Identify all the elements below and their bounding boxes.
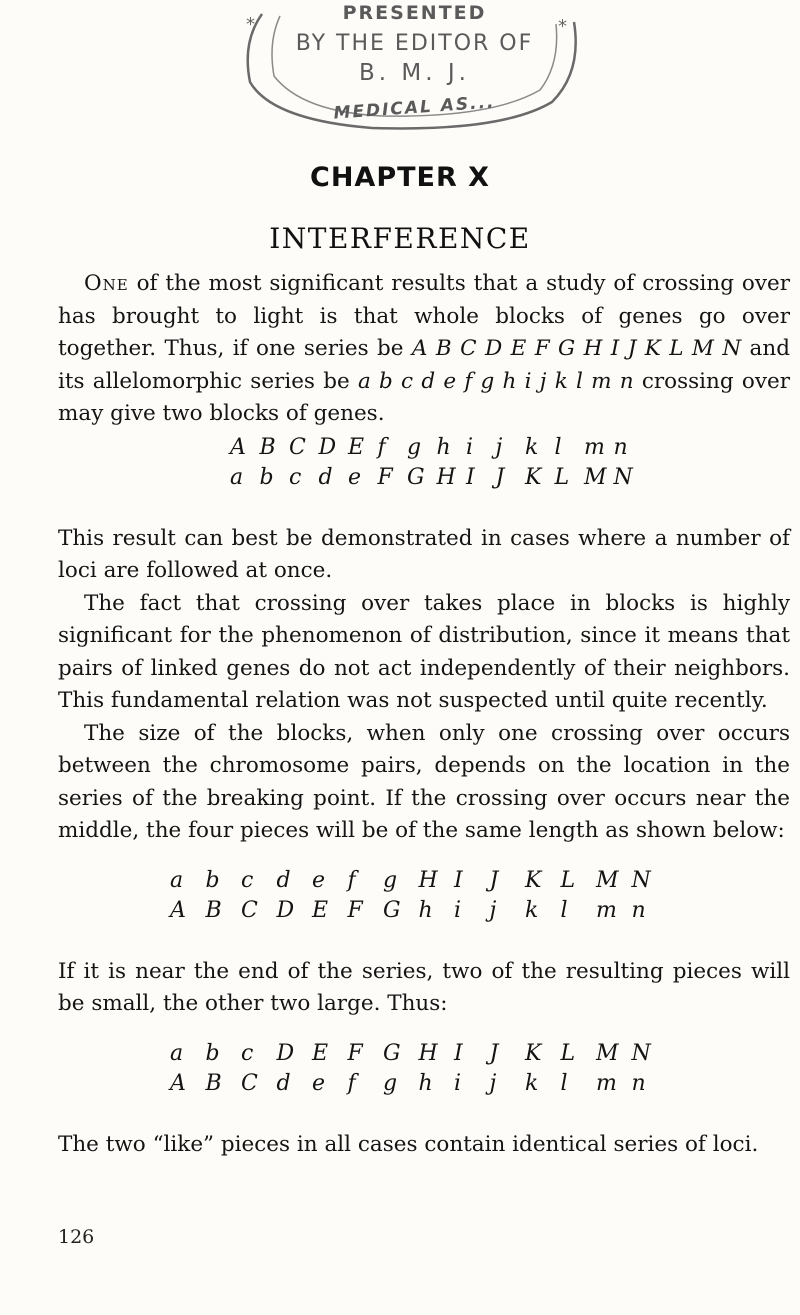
stamp-line-medical: MEDICAL AS... <box>332 92 497 124</box>
gene: E <box>348 434 365 460</box>
gene: C <box>289 434 306 460</box>
gene: J <box>495 464 505 490</box>
chapter-body <box>58 268 790 1161</box>
svg-text:*: * <box>558 16 567 37</box>
gene: l <box>560 1070 568 1096</box>
gene: D <box>318 434 337 460</box>
gene: k <box>525 897 539 923</box>
gene: j <box>489 1070 497 1096</box>
gene: J <box>489 1040 499 1066</box>
gene: B <box>205 897 222 923</box>
gene-block-3 <box>58 1039 790 1099</box>
gene: L <box>560 867 576 893</box>
chapter-label: CHAPTER X <box>310 162 490 193</box>
gene: e <box>312 1070 326 1096</box>
gene: M <box>584 464 607 490</box>
gene: b <box>259 464 274 490</box>
gene: L <box>560 1040 576 1066</box>
gene: G <box>383 897 401 923</box>
gene: F <box>377 464 393 490</box>
gene: e <box>312 867 326 893</box>
gene: j <box>489 897 497 923</box>
gene-row <box>230 463 790 493</box>
gene: i <box>454 897 462 923</box>
paragraph-5: If it is near the end of the series, two of the resulting pieces will be small, the other two large. Thus: <box>58 958 790 1016</box>
gene: C <box>241 897 258 923</box>
gene: l <box>560 897 568 923</box>
paragraph-2: This result can best be demonstrated in cases where a number of loci are followed at once. <box>58 525 790 583</box>
gene: f <box>347 867 356 893</box>
gene-block-1 <box>58 433 790 493</box>
gene: j <box>495 434 503 460</box>
gene-block-2 <box>58 866 790 926</box>
gene: d <box>276 1070 291 1096</box>
gene: b <box>205 867 220 893</box>
gene: k <box>525 1070 539 1096</box>
paragraph-4: The size of the blocks, when only one crossing over occurs between the chromosome pairs, depends on the location in the series of the breaking point. If the crossing over occurs near the middle, the four pieces will be of the same length as shown below: <box>58 720 790 843</box>
gene: h <box>418 1070 433 1096</box>
svg-text:*: * <box>246 14 255 35</box>
stamp-line-bmj: B. M. J. <box>359 60 470 86</box>
gene: c <box>241 1040 254 1066</box>
gene: L <box>554 464 570 490</box>
gene: f <box>377 434 386 460</box>
gene: B <box>259 434 276 460</box>
gene: a <box>170 867 184 893</box>
paragraph-6: The two “like” pieces in all cases contain identical series of loci. <box>58 1131 759 1157</box>
gene: h <box>436 434 451 460</box>
gene: D <box>276 897 295 923</box>
stamp-line-editor: BY THE EDITOR OF <box>295 31 534 56</box>
gene: m <box>584 434 605 460</box>
gene: N <box>613 464 633 490</box>
gene: A <box>230 434 246 460</box>
paragraph-1-text-b: and its allelomorphic series be <box>58 336 790 394</box>
gene: G <box>383 1040 401 1066</box>
gene: M <box>596 1040 619 1066</box>
gene-row <box>170 1069 790 1099</box>
gene: B <box>205 1070 222 1096</box>
gene: n <box>631 1070 646 1096</box>
gene: I <box>466 464 475 490</box>
gene: E <box>312 897 329 923</box>
chapter-title: INTERFERENCE <box>269 222 531 255</box>
stamp-line-presented: PRESENTED <box>342 2 487 24</box>
gene: A <box>170 897 186 923</box>
gene: G <box>407 464 425 490</box>
gene: f <box>347 1070 356 1096</box>
gene: N <box>631 1040 651 1066</box>
gene: n <box>613 434 628 460</box>
gene-row <box>170 1039 790 1069</box>
gene: g <box>407 434 422 460</box>
gene: d <box>276 867 291 893</box>
gene: h <box>418 897 433 923</box>
gene: c <box>289 464 302 490</box>
paragraph-lead-word: One <box>84 271 129 296</box>
gene: g <box>383 1070 398 1096</box>
gene: m <box>596 897 617 923</box>
gene: c <box>241 867 254 893</box>
series-uppercase: A B C D E F G H I J K L M N <box>411 336 742 361</box>
gene: M <box>596 867 619 893</box>
gene: H <box>436 464 456 490</box>
gene: e <box>348 464 362 490</box>
gene: k <box>525 434 539 460</box>
gene: m <box>596 1070 617 1096</box>
paragraph-1-text-c: crossing over may give two blocks of genes. <box>58 368 791 426</box>
gene: K <box>525 1040 542 1066</box>
gene: N <box>631 867 651 893</box>
gene: i <box>454 1070 462 1096</box>
series-lowercase: a b c d e f g h i j k l m n <box>357 368 634 394</box>
gene: l <box>554 434 562 460</box>
gene: F <box>347 897 363 923</box>
library-stamp <box>222 2 607 134</box>
gene: A <box>170 1070 186 1096</box>
gene: H <box>418 1040 438 1066</box>
gene: g <box>383 867 398 893</box>
gene: H <box>418 867 438 893</box>
gene: K <box>525 867 542 893</box>
paragraph-1-text-a: of the most significant results that a study of crossing over has brought to light is that whole blocks of genes go over together. Thus, if one series be <box>58 271 790 361</box>
gene: b <box>205 1040 220 1066</box>
gene: d <box>318 464 333 490</box>
gene-row <box>230 433 790 463</box>
gene: i <box>466 434 474 460</box>
gene: a <box>230 464 244 490</box>
gene: D <box>276 1040 295 1066</box>
gene: E <box>312 1040 329 1066</box>
paragraph-1 <box>58 268 790 431</box>
gene: K <box>525 464 542 490</box>
gene: n <box>631 897 646 923</box>
page-number: 126 <box>58 1226 95 1248</box>
paragraph-3: The fact that crossing over takes place in blocks is highly significant for the phenomenon of distribution, since it means that pairs of linked genes do not act independently of their neighbors. This fundamental relation was not suspected until quite recently. <box>58 590 790 713</box>
gene: F <box>347 1040 363 1066</box>
gene: I <box>454 1040 463 1066</box>
gene: I <box>454 867 463 893</box>
gene: C <box>241 1070 258 1096</box>
gene-row <box>170 896 790 926</box>
gene: a <box>170 1040 184 1066</box>
gene: J <box>489 867 499 893</box>
gene-row <box>170 866 790 896</box>
